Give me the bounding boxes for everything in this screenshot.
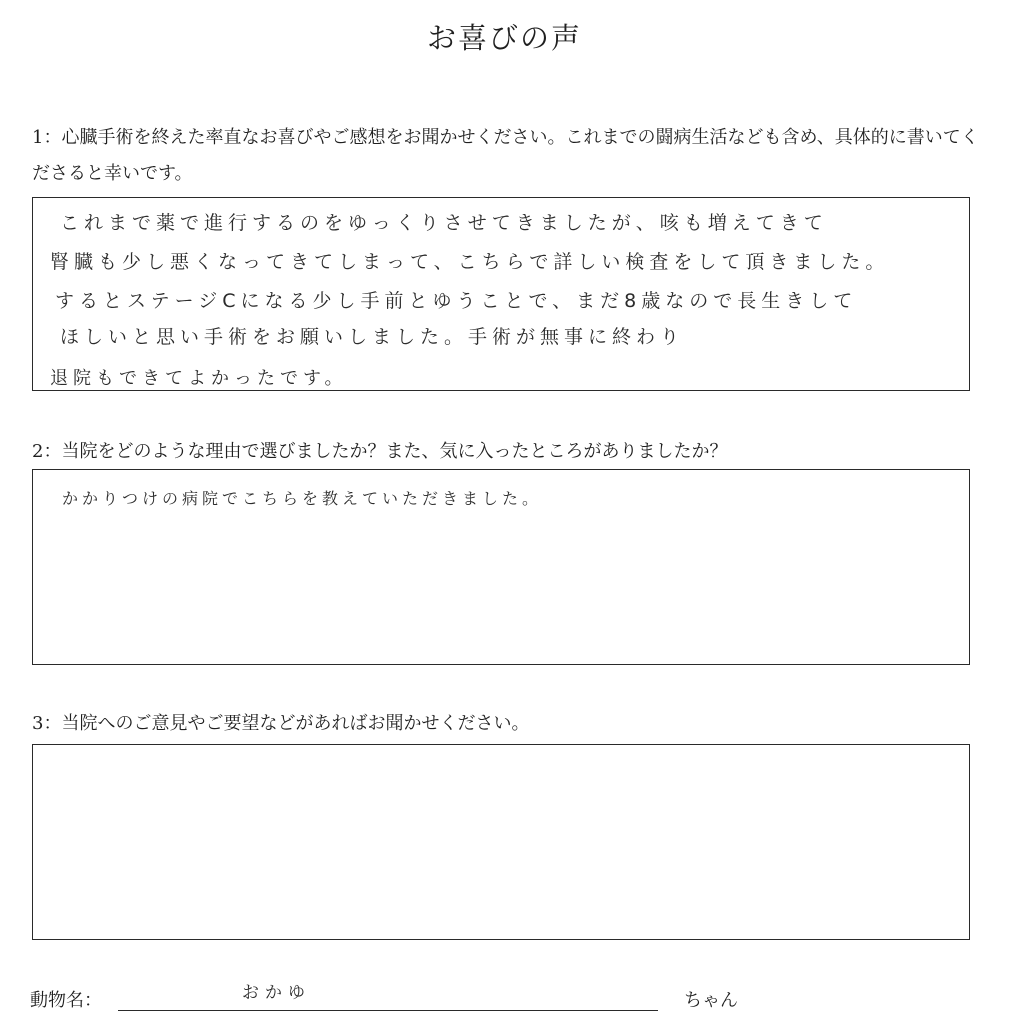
answer-1-line-1: これまで薬で進行するのをゆっくりさせてきましたが、咳も増えてきて (60, 212, 828, 234)
page-title: お喜びの声 (426, 21, 582, 55)
answer-box-3 (32, 744, 970, 940)
animal-name-suffix: ちゃん (684, 990, 738, 1011)
answer-2-line-1: かかりつけの病院でこちらを教えていただきました。 (62, 489, 543, 508)
answer-1-line-4: ほしいと思い手術をお願いしました。手術が無事に終わり (60, 326, 685, 348)
answer-1-line-3: するとステージCになる少し手前とゆうことで、まだ8歳なので長生きして (55, 290, 858, 312)
animal-name-label: 動物名： (30, 990, 102, 1011)
question-3-label: 3：当院へのご意見やご要望などがあればお聞かせください。 (32, 713, 530, 734)
animal-name-underline (118, 1010, 658, 1011)
answer-1-line-2: 腎臓も少し悪くなってきてしまって、こちらで詳しい検査をして頂きました。 (50, 251, 890, 273)
question-2-label: 2：当院をどのような理由で選びましたか？また、気に入ったところがありましたか？ (32, 441, 728, 462)
animal-name-value: おかゆ (242, 983, 311, 1003)
answer-1-line-5: 退院もできてよかったです。 (50, 368, 348, 389)
question-1-label: 1：心臓手術を終えた率直なお喜びやご感想をお聞かせください。これまでの闘病生活なども含め、具体的に書いてくださると幸いです。 (32, 127, 979, 184)
